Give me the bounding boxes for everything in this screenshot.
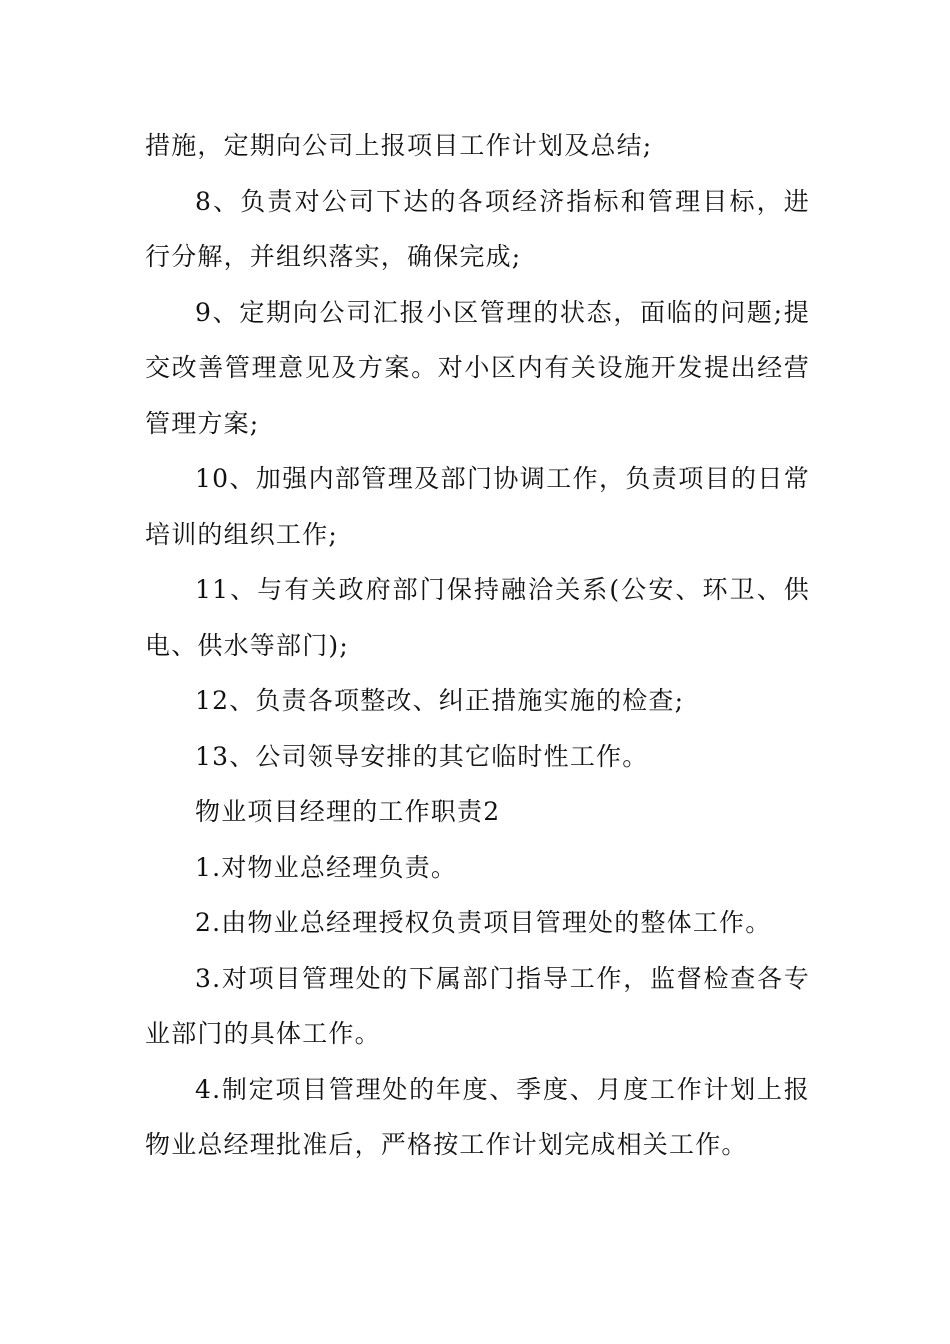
paragraph-11: 3.对项目管理处的下属部门指导工作，监督检查各专业部门的具体工作。	[145, 963, 810, 1048]
paragraph-2: 8、负责对公司下达的各项经济指标和管理目标，进行分解，并组织落实，确保完成;	[145, 186, 810, 271]
paragraph-3: 9、定期向公司汇报小区管理的状态，面临的问题;提交改善管理意见及方案。对小区内有关设施开发提出经营管理方案;	[145, 297, 810, 438]
paragraph-10: 2.由物业总经理授权负责项目管理处的整体工作。	[195, 908, 772, 937]
paragraph-9: 1.对物业总经理负责。	[195, 852, 458, 882]
document-body	[145, 118, 810, 1173]
section-heading: 物业项目经理的工作职责2	[195, 797, 501, 826]
paragraph-7: 13、公司领导安排的其它临时性工作。	[195, 741, 649, 771]
paragraph-6: 12、负责各项整改、纠正措施实施的检查;	[195, 686, 685, 715]
paragraph-12: 4.制定项目管理处的年度、季度、月度工作计划上报物业总经理批准后，严格按工作计划完成相关工作。	[145, 1074, 810, 1159]
paragraph-5: 11、与有关政府部门保持融洽关系(公安、环卫、供电、供水等部门);	[145, 575, 810, 660]
paragraph-4: 10、加强内部管理及部门协调工作，负责项目的日常培训的组织工作;	[145, 464, 810, 549]
paragraph-1: 措施，定期向公司上报项目工作计划及总结;	[145, 131, 653, 160]
